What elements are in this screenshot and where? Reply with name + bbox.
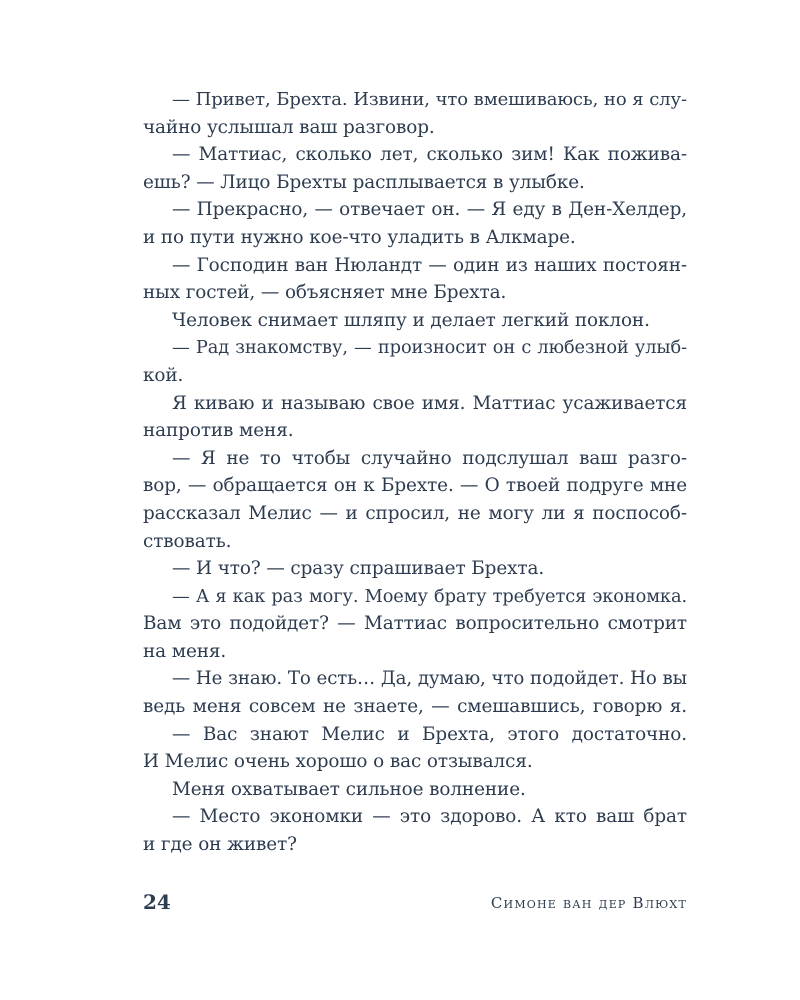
text-line: — Не знаю. То есть… Да, думаю, что подойдет. Но вы	[172, 668, 687, 690]
text-line: и где он живет?	[143, 834, 297, 856]
text-line: — А я как раз могу. Моему брату требуется экономка.	[172, 585, 687, 607]
text-line: рассказал Мелис — и спросил, не могу ли я поспособ-	[143, 502, 687, 524]
text-line: — Я не то чтобы случайно подслушал ваш разго-	[172, 447, 687, 469]
text-line: — Господин ван Нюландт — один из наших постоян-	[172, 254, 687, 276]
text-line: — Прекрасно, — отвечает он. — Я еду в Ден-Хелдер,	[172, 199, 687, 221]
text-line: — И что? — сразу спрашивает Брехта.	[172, 558, 545, 580]
body-text	[143, 86, 687, 859]
page-number: 24	[143, 890, 171, 914]
text-line: И Мелис очень хорошо о вас отзывался.	[143, 751, 533, 773]
text-line: — Вас знают Мелис и Брехта, этого достаточно.	[172, 723, 687, 745]
text-line: — Привет, Брехта. Извини, что вмешиваюсь, но я слу-	[172, 89, 687, 110]
text-line: Человек снимает шляпу и делает легкий поклон.	[172, 309, 650, 331]
running-head-author: Симоне ван дер Влюхт	[490, 894, 687, 912]
text-line: Вам это подойдет? — Маттиас вопросительно смотрит	[143, 613, 687, 635]
text-line: ных гостей, — объясняет мне Брехта.	[143, 282, 507, 304]
text-line: чайно услышал ваш разговор.	[143, 116, 435, 138]
text-line: — Место экономки — это здорово. А кто ваш брат	[172, 806, 687, 828]
text-line: вор, — обращается он к Брехте. — О твоей подруге мне	[143, 475, 687, 497]
text-line: и по пути нужно кое-что уладить в Алкмаре.	[143, 226, 576, 248]
page-footer	[143, 888, 687, 918]
text-line: напротив меня.	[143, 420, 294, 442]
text-line: Меня охватывает сильное волнение.	[172, 778, 526, 800]
text-line: кой.	[143, 364, 184, 386]
text-line: ведь меня совсем не знаете, — смешавшись, говорю я.	[143, 696, 687, 718]
text-line: — Рад знакомству, — произносит он с любезной улыб-	[172, 337, 687, 359]
text-line: — Маттиас, сколько лет, сколько зим! Как пожива-	[172, 144, 687, 166]
text-line: ствовать.	[143, 530, 232, 552]
text-line: на меня.	[143, 640, 227, 662]
text-line: Я киваю и называю свое имя. Маттиас усаживается	[172, 392, 687, 414]
text-line: ешь? — Лицо Брехты расплывается в улыбке.	[143, 171, 585, 193]
